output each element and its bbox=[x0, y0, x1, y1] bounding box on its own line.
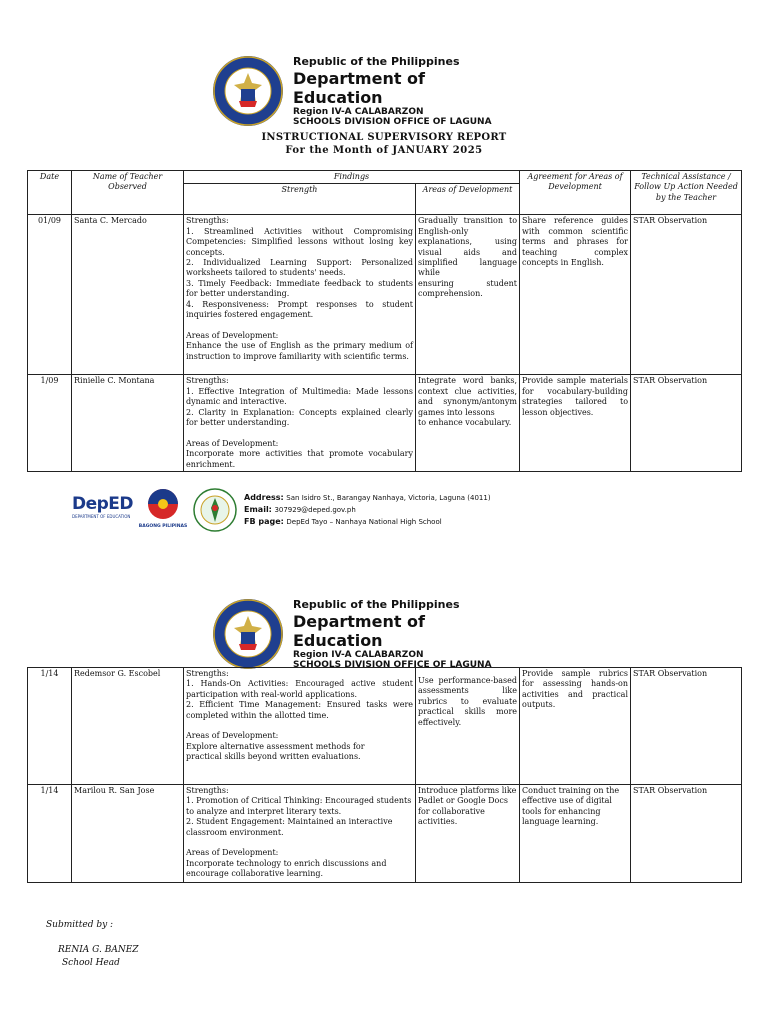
cell-areas: Integrate word banks, context clue activities, and synonym/antonym games into lessons to enhance vocabulary. bbox=[416, 375, 520, 472]
deped-logo-text: DepED bbox=[72, 494, 134, 514]
fb-link[interactable]: DepEd Tayo – Nanhaya National High School bbox=[286, 518, 442, 526]
supervisory-table-page1 bbox=[27, 170, 742, 472]
header-agreement: Agreement for Areas of Development bbox=[520, 171, 631, 215]
bagong-pilipinas-text: BAGONG PILIPINAS bbox=[138, 524, 188, 529]
email-label: Email: bbox=[244, 505, 272, 514]
cell-teacher: Rinielle C. Montana bbox=[72, 375, 184, 472]
submitted-by-label: Submitted by : bbox=[46, 920, 114, 930]
cell-teacher: Santa C. Mercado bbox=[72, 215, 184, 375]
email-link[interactable]: 307929@deped.gov.ph bbox=[274, 506, 356, 514]
table-row bbox=[28, 215, 742, 375]
department-name: Department of Education bbox=[293, 69, 426, 107]
deped-logo-sub: DEPARTMENT OF EDUCATION bbox=[72, 514, 131, 519]
cell-date: 1/14 bbox=[28, 668, 72, 785]
cell-teacher: Redemsor G. Escobel bbox=[72, 668, 184, 785]
signatory-title: School Head bbox=[62, 958, 120, 968]
fb-label: FB page: bbox=[244, 517, 284, 526]
cell-areas: Gradually transition to English-only explanations, using visual aids and simplified language while ensuring student comprehension. bbox=[416, 215, 520, 375]
header-technical-assistance: Technical Assistance / Follow Up Action Needed by the Teacher bbox=[631, 171, 742, 215]
table-row bbox=[28, 785, 742, 883]
cell-areas: Introduce platforms like Padlet or Google Docs for collaborative activities. bbox=[416, 785, 520, 883]
school-seal bbox=[193, 488, 237, 532]
department-name: Department of Education bbox=[293, 612, 426, 650]
cell-date: 01/09 bbox=[28, 215, 72, 375]
supervisory-table-page2 bbox=[27, 667, 742, 883]
deped-logo bbox=[72, 494, 132, 524]
cell-agreement: Conduct training on the effective use of digital tools for enhancing language learning. bbox=[520, 785, 631, 883]
republic-line: Republic of the Philippines bbox=[293, 55, 460, 68]
address-value: San Isidro St., Barangay Nanhaya, Victoria, Laguna (4011) bbox=[286, 494, 491, 502]
cell-teacher: Marilou R. San Jose bbox=[72, 785, 184, 883]
division-line: SCHOOLS DIVISION OFFICE OF LAGUNA bbox=[293, 117, 492, 127]
address-label: Address: bbox=[244, 493, 284, 502]
cell-date: 1/14 bbox=[28, 785, 72, 883]
cell-agreement: Share reference guides with common scientific terms and phrases for teaching complex concepts in English. bbox=[520, 215, 631, 375]
cell-technical-assistance: STAR Observation bbox=[631, 375, 742, 472]
bagong-pilipinas-logo bbox=[138, 488, 188, 528]
cell-date: 1/09 bbox=[28, 375, 72, 472]
region-line: Region IV-A CALABARZON bbox=[293, 107, 424, 117]
cell-technical-assistance: STAR Observation bbox=[631, 785, 742, 883]
header-strength: Strength bbox=[184, 184, 416, 215]
deped-seal bbox=[212, 55, 284, 127]
region-line: Region IV-A CALABARZON bbox=[293, 650, 424, 660]
cell-strength: Strengths: 1. Hands-On Activities: Encouraged active student participation with real-world applications. 2. Efficient Time Management: Ensured tasks were completed within the allotted time. Areas of Development: Explore alternative assessment methods for practical skills beyond written evaluations. bbox=[184, 668, 416, 785]
header-areas: Areas of Development bbox=[416, 184, 520, 215]
table-row bbox=[28, 375, 742, 472]
contact-block bbox=[244, 492, 491, 528]
header-findings: Findings bbox=[184, 171, 520, 184]
header-teacher: Name of Teacher Observed bbox=[72, 171, 184, 215]
cell-areas: Use performance-based assessments like rubrics to evaluate practical skills more effectively. bbox=[416, 668, 520, 785]
report-month: For the Month of JANUARY 2025 bbox=[285, 145, 483, 156]
cell-agreement: Provide sample rubrics for assessing hands-on activities and practical outputs. bbox=[520, 668, 631, 785]
cell-strength: Strengths: 1. Effective Integration of Multimedia: Made lessons dynamic and interactive. 2. Clarity in Explanation: Concepts explained clearly for better understanding. Areas of Development: Incorporate more activities that promote vocabulary enrichment. bbox=[184, 375, 416, 472]
republic-line: Republic of the Philippines bbox=[293, 598, 460, 611]
cell-strength: Strengths: 1. Promotion of Critical Thinking: Encouraged students to analyze and interpret literary texts. 2. Student Engagement: Maintained an interactive classroom environment. Areas of Development: Incorporate technology to enrich discussions and encourage collaborative learning. bbox=[184, 785, 416, 883]
cell-agreement: Provide sample materials for vocabulary-building strategies tailored to lesson objectives. bbox=[520, 375, 631, 472]
report-title: INSTRUCTIONAL SUPERVISORY REPORT bbox=[261, 132, 507, 143]
signatory-name: RENIA G. BANEZ bbox=[58, 945, 139, 955]
deped-seal bbox=[212, 598, 284, 670]
cell-strength: Strengths: 1. Streamlined Activities without Compromising Competencies: Simplified lessons without losing key concepts. 2. Individualized Learning Support: Personalized worksheets tailored to students' needs. 3. Timely Feedback: Immediate feedback to students for better understanding. 4. Responsiveness: Prompt responses to student inquiries fostered engagement. Areas of Development: Enhance the use of English as the primary medium of instruction to improve familiarity with scientific terms. bbox=[184, 215, 416, 375]
division-line: SCHOOLS DIVISION OFFICE OF LAGUNA bbox=[293, 660, 492, 667]
cell-technical-assistance: STAR Observation bbox=[631, 668, 742, 785]
table-row bbox=[28, 668, 742, 785]
cell-technical-assistance: STAR Observation bbox=[631, 215, 742, 375]
header-date: Date bbox=[28, 171, 72, 215]
